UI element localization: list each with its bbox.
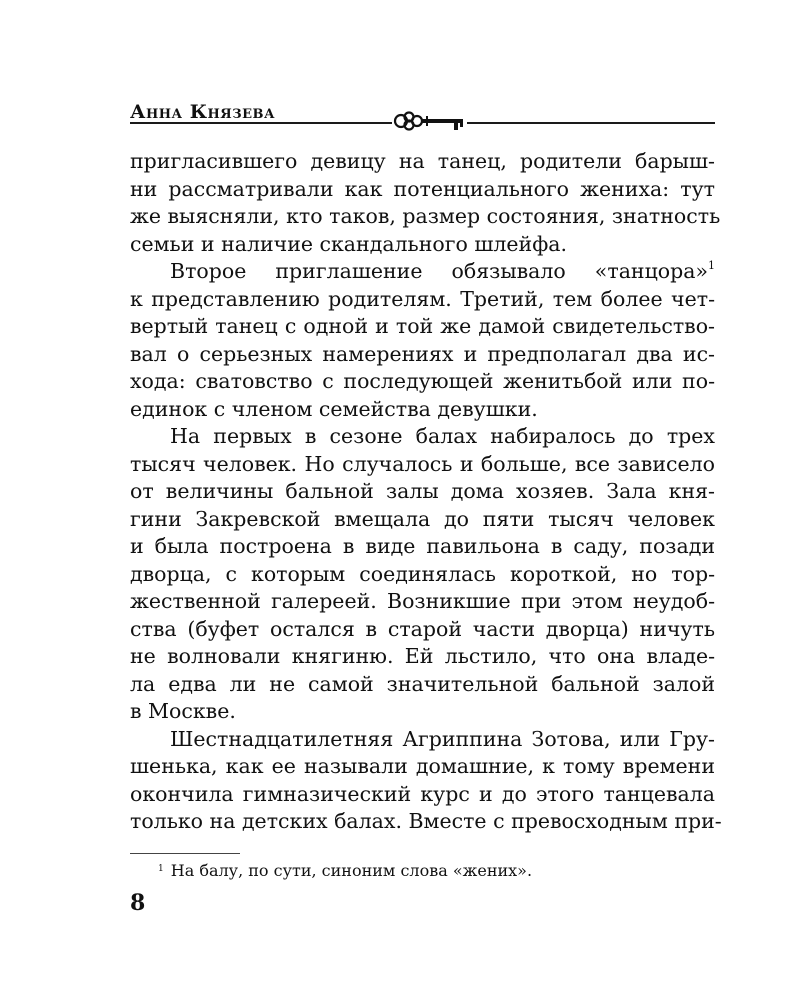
paragraph (130, 726, 722, 836)
running-header (130, 100, 715, 130)
text-line: ства (буфет остался в старой части дворца) ничуть (130, 616, 715, 641)
text-line: семьи и наличие скандального шлейфа. (130, 231, 567, 256)
text-line: тысяч человек. Но случалось и больше, все зависело (130, 451, 715, 476)
text-line: только на детских балах. Вместе с превосходным при- (130, 809, 722, 833)
page-number: 8 (130, 890, 146, 916)
author-name: Анна Князева (130, 101, 276, 123)
paragraph (130, 148, 721, 258)
text-line: же выясняли, кто таков, размер состояния, знатность (130, 204, 721, 228)
paragraph (130, 423, 715, 726)
text-line: от величины бальной залы дома хозяев. Зала кня- (130, 479, 715, 503)
text-line: хода: сватовство с последующей женитьбой или по- (130, 369, 715, 393)
key-icon (392, 110, 467, 132)
text-line: вертый танец с одной и той же дамой свидетельство- (130, 314, 715, 338)
text-line: ла едва ли не самой значительной бальной залой (130, 671, 715, 696)
text-line: и была построена в виде павильона в саду, позади (130, 534, 715, 558)
footnote-reference: 1 (708, 259, 715, 272)
text-line-with-footnote (130, 258, 715, 286)
paragraph (130, 258, 715, 423)
text-segment: Второе приглашение обязывало «танцора» (170, 259, 708, 283)
text-line: гини Закревской вмещала до пяти тысяч человек (130, 506, 715, 531)
footnote-text: На балу, по сути, синоним слова «жених». (170, 861, 533, 880)
footnote-rule (130, 853, 240, 854)
text-line: не волновали княгиню. Ей льстило, что она владе- (130, 644, 715, 668)
text-line: пригласившего девицу на танец, родители барыш- (130, 149, 715, 173)
text-line: ни рассматривали как потенциального жениха: тут (130, 176, 715, 201)
footnote (158, 859, 532, 881)
text-line: к представлению родителям. Третий, тем более чет- (130, 286, 715, 311)
text-line: Шестнадцатилетняя Агриппина Зотова, или Гру- (170, 726, 715, 751)
text-line: На первых в сезоне балах набиралось до трех (170, 424, 715, 448)
text-line: окончила гимназический курс и до этого танцевала (130, 781, 715, 806)
text-line: вал о серьезных намерениях и предполагал два ис- (130, 341, 715, 366)
text-line: единок с членом семейства девушки. (130, 396, 538, 421)
text-line: шенька, как ее называли домашние, к тому времени (130, 754, 715, 778)
footnote-mark: 1 (158, 864, 164, 874)
body-text (130, 148, 722, 836)
text-line: дворца, с которым соединялась короткой, но тор- (130, 561, 715, 586)
text-line: в Москве. (130, 699, 236, 723)
text-line: жественной галереей. Возникшие при этом неудоб- (130, 589, 715, 613)
